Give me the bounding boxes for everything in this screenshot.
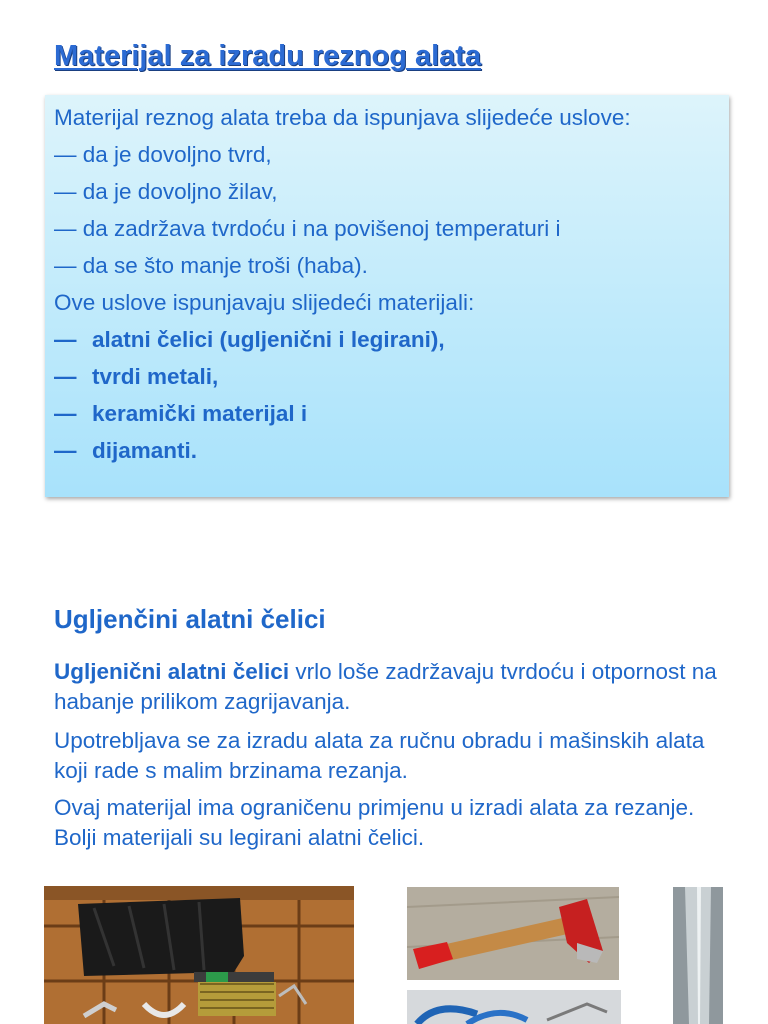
condition-item — [54, 247, 729, 284]
tool-kit-image — [44, 886, 354, 1024]
paragraph-text: vrlo loše zadržavaju tvrdoću i otpornost na habanje prilikom zagrijavanja. — [54, 659, 717, 714]
material-text: alatni čelici (ugljenični i legirani), — [92, 327, 445, 352]
blade-image — [673, 887, 723, 1024]
dash: — — [54, 401, 77, 426]
dash: — — [54, 327, 77, 352]
axe-image — [407, 887, 619, 980]
paragraph-carbon-steel — [54, 657, 734, 717]
material-text: dijamanti. — [92, 438, 198, 463]
dash: — — [54, 142, 77, 167]
condition-item — [54, 173, 729, 210]
requirements-intro: Materijal reznog alata treba da ispunjava slijedeće uslove: — [54, 105, 631, 130]
dash: — — [54, 364, 77, 389]
page-title: Materijal za izradu reznog alata — [54, 40, 482, 72]
condition-item — [54, 210, 729, 247]
materials-intro: Ove uslove ispunjavaju slijedeći materijali: — [54, 290, 475, 315]
condition-text: da se što manje troši (haba). — [82, 253, 368, 278]
condition-text: da je dovoljno tvrd, — [82, 142, 272, 167]
material-item — [54, 358, 729, 395]
paragraph-application: Ovaj materijal ima ograničenu primjenu u izradi alata za rezanje. Bolji materijali su legirani alatni čelici. — [54, 795, 695, 850]
blade-photo — [673, 887, 723, 1024]
material-item — [54, 395, 729, 432]
dash: — — [54, 438, 77, 463]
material-text: tvrdi metali, — [92, 364, 219, 389]
requirements-box — [45, 95, 729, 497]
material-item — [54, 432, 729, 469]
dash: — — [54, 216, 77, 241]
axe-photo — [407, 887, 619, 980]
condition-text: da zadržava tvrdoću i na povišenoj temperaturi i — [82, 216, 561, 241]
bold-term: Ugljenični alatni čelici — [54, 659, 290, 684]
dash: — — [54, 253, 77, 278]
paragraph-usage: Upotrebljava se za izradu alata za ručnu obradu i mašinskih alata koji rade s malim brzinama rezanja. — [54, 728, 705, 783]
material-text: keramički materijal i — [92, 401, 308, 426]
condition-text: da je dovoljno žilav, — [82, 179, 278, 204]
material-item — [54, 321, 729, 358]
condition-item — [54, 136, 729, 173]
dash: — — [54, 179, 77, 204]
pliers-image — [407, 990, 621, 1024]
tool-kit-photo — [44, 886, 354, 1024]
pliers-photo — [407, 990, 621, 1024]
section-heading: Ugljenčini alatni čelici — [54, 604, 326, 634]
